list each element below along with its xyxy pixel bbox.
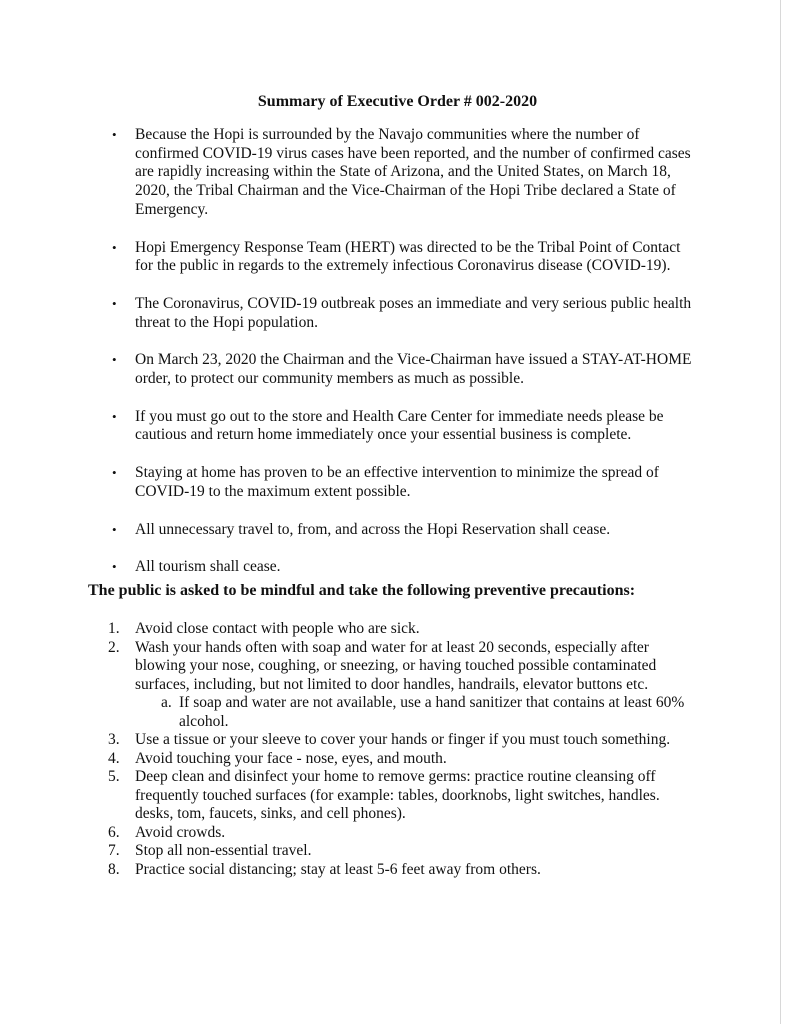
- precaution-number: 5.: [108, 768, 120, 785]
- bullet-item: [112, 464, 692, 501]
- bullet-icon: •: [112, 465, 117, 481]
- bullet-text: On March 23, 2020 the Chairman and the Vice-Chairman have issued a STAY-AT-HOME order, to protect our community members as much as possible.: [135, 351, 692, 388]
- precautions-heading: The public is asked to be mindful and take the following preventive precautions:: [88, 582, 636, 599]
- precaution-text: Wash your hands often with soap and water for at least 20 seconds, especially after blowing your nose, coughing, or sneezing, or having touched possible contaminated surfaces, including, but not limited to door handles, handrails, elevator buttons etc.: [135, 638, 657, 693]
- precaution-item: [108, 638, 692, 695]
- document-title: Summary of Executive Order # 002-2020: [257, 93, 538, 110]
- bullet-icon: •: [112, 239, 117, 255]
- precaution-subitem-letter: a.: [161, 694, 172, 711]
- bullet-text: All tourism shall cease.: [135, 558, 281, 576]
- precaution-item: [108, 620, 692, 639]
- bullet-text: Staying at home has proven to be an effective intervention to minimize the spread of COVID-19 to the maximum extent possible.: [135, 464, 659, 500]
- bullet-icon: •: [112, 408, 117, 424]
- bullet-item: [112, 521, 692, 540]
- bullet-item: [112, 408, 692, 445]
- precaution-number: 2.: [108, 638, 120, 656]
- bullet-icon: •: [112, 521, 117, 537]
- precaution-subitem-text: If soap and water are not available, use a hand sanitizer that contains at least 60% alcohol.: [179, 694, 685, 730]
- precaution-subitem: [135, 694, 692, 731]
- precaution-number: 4.: [108, 749, 120, 767]
- precaution-text: Avoid crowds.: [135, 823, 226, 841]
- precaution-text: Stop all non-essential travel.: [135, 842, 312, 859]
- summary-bullet-list: [112, 126, 692, 596]
- precaution-text: Deep clean and disinfect your home to remove germs: practice routine cleansing off frequently touched surfaces (for example: tables, doorknobs, light switches, handles. desks, tom, faucets, sinks, and cell phones).: [135, 768, 660, 822]
- precautions-list: [108, 620, 692, 879]
- bullet-text: The Coronavirus, COVID-19 outbreak poses an immediate and very serious public health threat to the Hopi population.: [135, 294, 692, 331]
- precaution-item: [108, 860, 692, 880]
- bullet-item: [112, 126, 692, 220]
- precaution-number: 7.: [108, 842, 120, 859]
- precaution-number: 8.: [108, 860, 120, 878]
- bullet-item: [112, 295, 692, 332]
- bullet-text: All unnecessary travel to, from, and across the Hopi Reservation shall cease.: [135, 520, 611, 538]
- bullet-item: [112, 558, 692, 577]
- precaution-number: 6.: [108, 823, 120, 841]
- precaution-number: 3.: [108, 731, 120, 748]
- bullet-icon: •: [112, 559, 117, 575]
- precaution-text: Avoid touching your face - nose, eyes, and mouth.: [135, 749, 447, 767]
- bullet-item: [112, 351, 692, 388]
- precaution-item: [108, 749, 692, 769]
- bullet-icon: •: [112, 295, 117, 311]
- bullet-text: If you must go out to the store and Health Care Center for immediate needs please be cautious and return home immediately once your essential business is complete.: [135, 407, 664, 444]
- precaution-number: 1.: [108, 620, 120, 637]
- bullet-item: [112, 239, 692, 276]
- precaution-text: Avoid close contact with people who are sick.: [135, 620, 420, 637]
- bullet-text: Hopi Emergency Response Team (HERT) was directed to be the Tribal Point of Contact for the public in regards to the extremely infectious Coronavirus disease (COVID-19).: [135, 238, 681, 275]
- precaution-item: [108, 768, 692, 824]
- bullet-icon: •: [112, 352, 117, 368]
- bullet-text: Because the Hopi is surrounded by the Navajo communities where the number of confirmed COVID-19 virus cases have been reported, and the number of confirmed cases are rapidly increasing within the State of Arizona, and the United States, on March 18, 2020, the Tribal Chairman and the Vice-Chairman of the Hopi Tribe declared a State of Emergency.: [135, 126, 691, 218]
- precaution-text: Use a tissue or your sleeve to cover your hands or finger if you must touch something.: [135, 731, 671, 748]
- bullet-icon: •: [112, 127, 117, 142]
- precaution-item: [108, 842, 692, 861]
- precaution-item: [108, 823, 692, 843]
- scan-edge-line: [780, 0, 781, 1024]
- precaution-text: Practice social distancing; stay at least 5-6 feet away from others.: [135, 860, 541, 878]
- precaution-item: [108, 731, 692, 750]
